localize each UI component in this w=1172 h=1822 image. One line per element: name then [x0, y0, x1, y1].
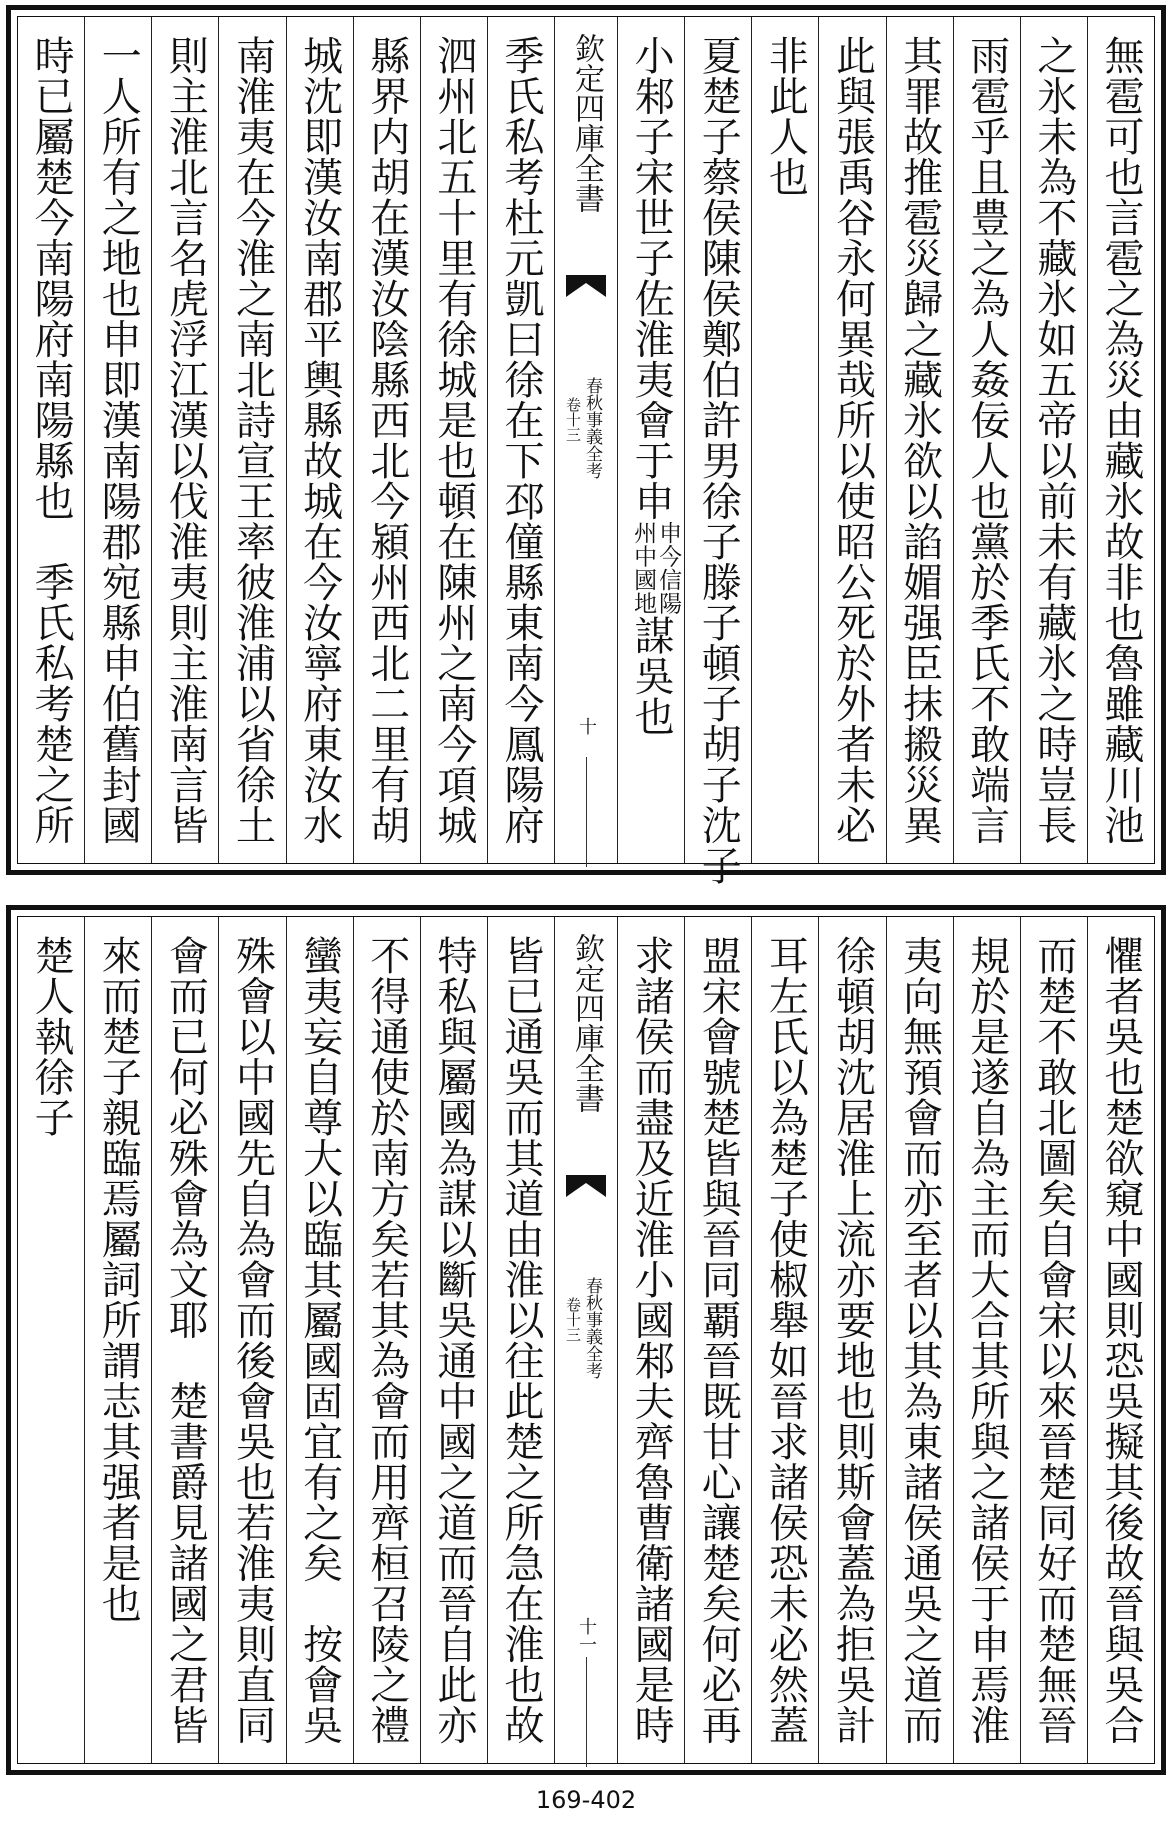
text-column-with-note: [617, 17, 684, 863]
text-column: 會而已何必殊會為文耶 楚書爵見諸國之君皆: [151, 917, 218, 1763]
main-text: 謀吳也: [628, 615, 675, 737]
text-column: 懼者吳也楚欲窺中國則恐吳擬其後故晉與吳合: [1087, 917, 1154, 1763]
page-footer-number: 169-402: [535, 1786, 637, 1814]
center-fold: [554, 17, 617, 863]
page-frame: [17, 916, 1155, 1764]
text-column: 則主淮北言名虎浮江漢以伐淮夷則主淮南言皆: [151, 17, 218, 863]
main-text: 小邾子宋世子佐淮夷會于申: [628, 35, 675, 521]
page-frame: [17, 16, 1155, 886]
volume-label: 卷十三: [564, 397, 582, 442]
text-column: 求諸侯而盡及近淮小國邾夫齊魯曹衛諸國是時: [617, 917, 684, 1763]
fish-tail-mark-icon: [566, 1175, 606, 1197]
fold-line: [586, 1657, 587, 1767]
text-columns: [18, 917, 1154, 1763]
text-column: 特私與屬國為謀以斷吳通中國之道而晉自此亦: [420, 917, 487, 1763]
text-column: 規於是遂自為主而大合其所與之諸侯于申焉淮: [953, 917, 1020, 1763]
page-number: 十: [576, 717, 597, 735]
page-top: [6, 5, 1166, 886]
fish-tail-mark-icon: [566, 275, 606, 297]
text-column: 夷向無預會而亦至者以其為東諸侯通吳之道而: [886, 917, 953, 1763]
sub-title: 春秋事義全考: [582, 377, 602, 479]
text-column: 楚人執徐子: [28, 935, 75, 1138]
text-column: 非此人也: [751, 17, 818, 863]
volume-label: 卷十三: [564, 1297, 582, 1342]
text-column: 而楚不敢北圖矣自會宋以來晉楚同好而楚無晉: [1020, 917, 1087, 1763]
text-columns: [18, 17, 1154, 886]
text-column: 此與張禹谷永何異哉所以使昭公死於外者未必: [818, 17, 885, 863]
text-column: 南淮夷在今淮之南北詩宣王率彼淮浦以省徐土: [218, 17, 285, 863]
text-column: 耳左氏以為楚子使椒舉如晉求諸侯恐未必然蓋: [751, 917, 818, 1763]
text-column: 殊會以中國先自為會而後會吳也若淮夷則直同: [218, 917, 285, 1763]
text-column: 盟宋會號楚皆與晉同覇晉既甘心讓楚矣何必再: [684, 917, 751, 1763]
text-column: 雨雹乎且豊之為人姦佞人也黨於季氏不敢端言: [953, 17, 1020, 863]
text-column: 不得通使於南方矣若其為會而用齊桓召陵之禮: [353, 917, 420, 1763]
text-column: 縣界内胡在漢汝陰縣西北今潁州西北二里有胡: [353, 17, 420, 863]
text-column: 無雹可也言雹之為災由藏氷故非也魯雖藏川池: [1087, 17, 1154, 863]
sub-title: 春秋事義全考: [582, 1277, 602, 1379]
book-title: 欽定四庫全書: [569, 33, 604, 213]
inline-note: 申今信陽 州中國地: [630, 521, 682, 615]
center-fold: [554, 917, 617, 1763]
page-number: 十一: [576, 1617, 597, 1653]
text-column: 時已屬楚今南陽府南陽縣也 季氏私考楚之所: [28, 35, 75, 845]
fold-line: [586, 757, 587, 867]
text-column: 一人所有之地也申即漢南陽郡宛縣申伯舊封國: [84, 17, 151, 863]
text-column: 之氷未為不藏氷如五帝以前未有藏氷之時豈長: [1020, 17, 1087, 863]
text-column: 蠻夷妄自尊大以臨其屬國固宜有之矣 按會吳: [286, 917, 353, 1763]
text-column: 夏楚子蔡侯陳侯鄭伯許男徐子滕子頓子胡子沈子: [684, 17, 751, 863]
book-title: 欽定四庫全書: [569, 933, 604, 1113]
text-column: 其罪故推雹災歸之藏氷欲以諂媚强臣抹摋災異: [886, 17, 953, 863]
text-column: 城沈即漢汝南郡平輿縣故城在今汝寧府東汝水: [286, 17, 353, 863]
text-column: 來而楚子親臨焉屬詞所謂志其强者是也: [84, 917, 151, 1763]
page-bottom: [6, 905, 1166, 1775]
text-column: 皆已通吳而其道由淮以往此楚之所急在淮也故: [487, 917, 554, 1763]
text-column: 泗州北五十里有徐城是也頓在陳州之南今項城: [420, 17, 487, 863]
text-column: 徐頓胡沈居淮上流亦要地也則斯會蓋為拒吳計: [818, 917, 885, 1763]
text-column: 季氏私考杜元凱曰徐在下邳僮縣東南今鳳陽府: [487, 17, 554, 863]
